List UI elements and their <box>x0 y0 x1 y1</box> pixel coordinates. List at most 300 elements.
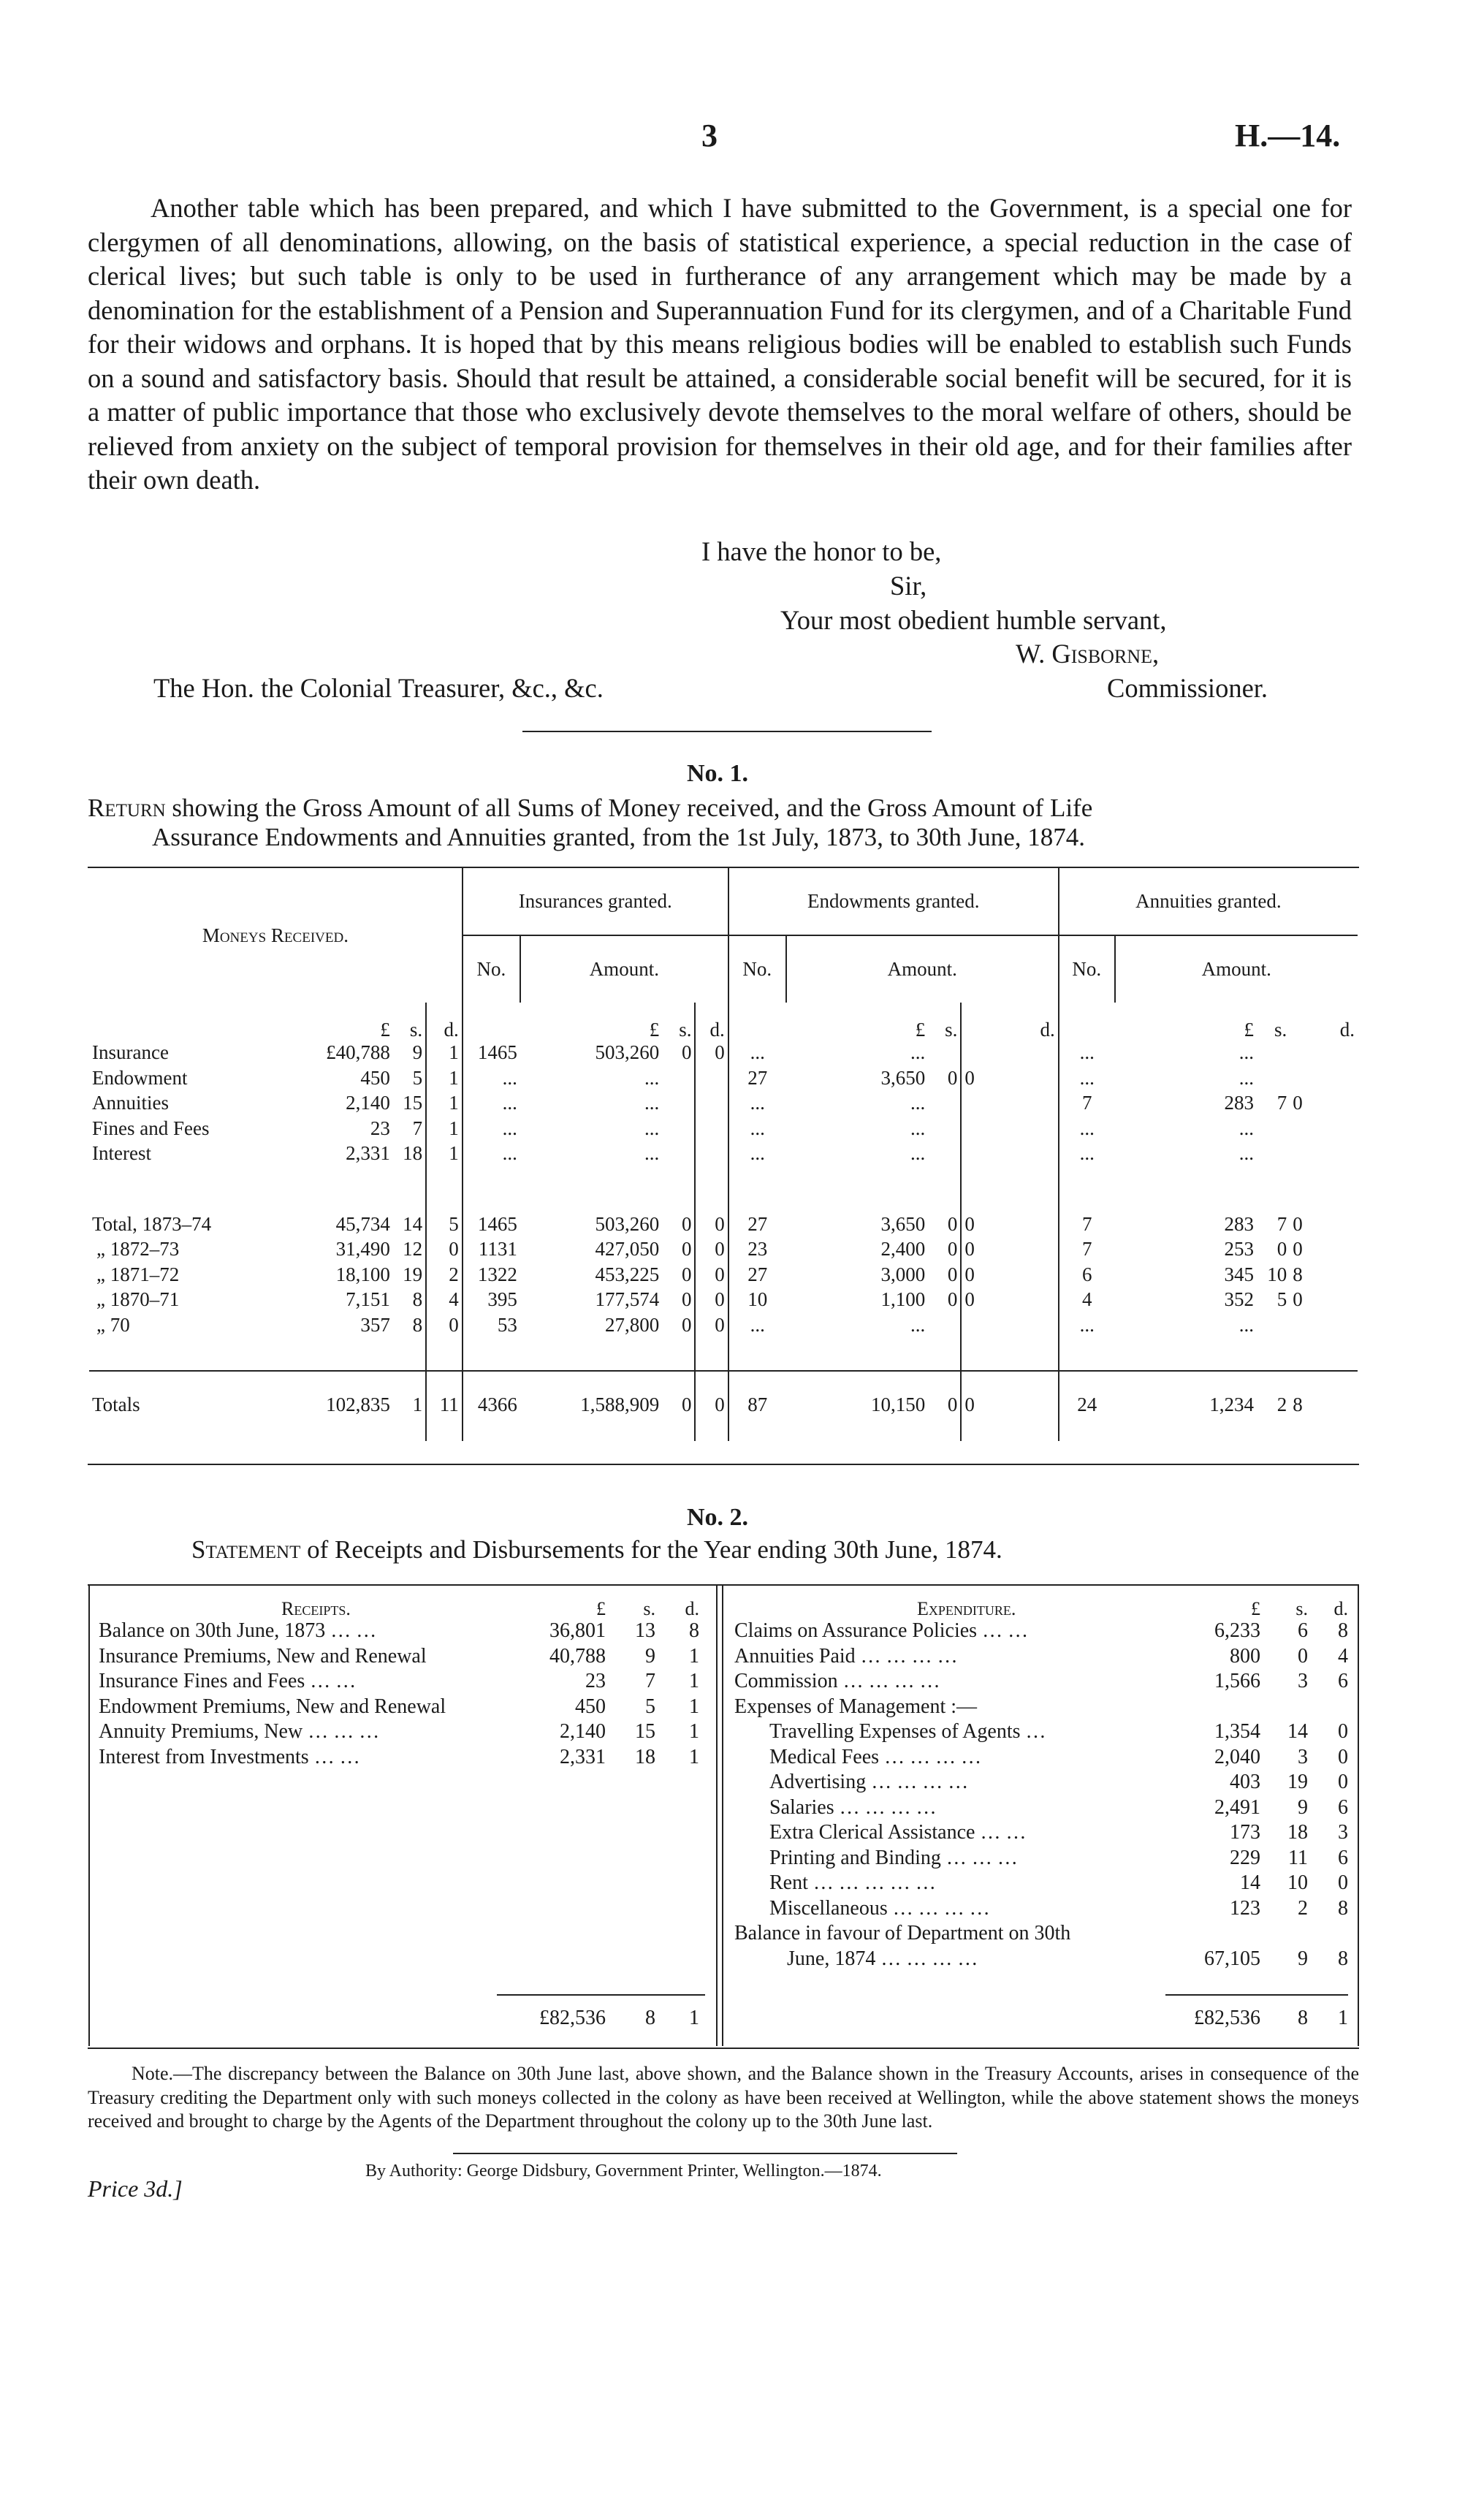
pence: 4 <box>426 1288 463 1314</box>
shillings: 6 <box>1298 1619 1308 1642</box>
addressee: The Hon. the Colonial Treasurer, &c., &c. <box>153 673 604 703</box>
page-number: 3 <box>701 118 718 153</box>
shillings: 19 <box>393 1263 426 1289</box>
insurances-pence: 0 <box>695 1263 728 1289</box>
closing-servant: Your most obedient humble servant, <box>780 605 1167 635</box>
blank-cell <box>786 1339 928 1371</box>
annuities-shillings: 7 <box>1276 1092 1287 1114</box>
annuities-pence <box>1290 1067 1358 1092</box>
table-row <box>89 1041 1358 1067</box>
insurances-pence <box>695 1092 728 1117</box>
row-label: Insurance <box>92 1041 169 1063</box>
table-row <box>89 1142 1358 1168</box>
receipt-row <box>99 1669 705 1695</box>
pence: 0 <box>1338 1771 1348 1793</box>
receipt-row-label: Insurance Fines and Fees … … <box>99 1670 357 1692</box>
closing-line: I have the honor to be, <box>701 536 942 566</box>
expenditure-row-label: Salaries … … … … <box>769 1795 937 1819</box>
pounds: 2,140 <box>560 1720 606 1743</box>
annuities-no: ... <box>1079 1041 1095 1063</box>
pound-symbol: £ <box>1251 1598 1260 1619</box>
annuities-pence <box>1290 1142 1358 1168</box>
annuities-pounds: 1,234 <box>1209 1394 1254 1415</box>
pence: 1 <box>689 1670 699 1692</box>
endowments-pounds: 2,400 <box>880 1238 926 1260</box>
expenditure-total-rule <box>1165 1994 1348 1996</box>
insurances-no: 1322 <box>477 1263 517 1285</box>
endowments-shillings: 0 <box>928 1067 961 1092</box>
blank-cell <box>695 1168 728 1213</box>
expenditure-row <box>734 1695 1348 1720</box>
pounds: 357 <box>360 1313 390 1336</box>
row-label: Interest <box>92 1142 151 1164</box>
annuities-no: 4 <box>1081 1288 1092 1310</box>
blank-cell <box>520 1339 662 1371</box>
annuities-no: 24 <box>1077 1394 1097 1415</box>
pence-symbol: d. <box>685 1598 699 1619</box>
salutation: Sir, <box>890 571 927 601</box>
pounds: 173 <box>1230 1821 1260 1844</box>
endowments-no: 27 <box>747 1212 768 1235</box>
pence: 0 <box>1338 1720 1348 1743</box>
blank-cell <box>393 1339 426 1371</box>
endowments-shillings: 0 <box>928 1288 961 1314</box>
endowments-pence <box>961 1117 1058 1143</box>
shilling-symbol: s. <box>1274 1019 1287 1041</box>
expenditure-row <box>734 1644 1348 1670</box>
pounds: 23 <box>585 1670 606 1692</box>
shillings: 0 <box>1298 1644 1308 1668</box>
annuities-pence: 0 <box>1293 1092 1303 1114</box>
blank-cell <box>695 1339 728 1371</box>
shillings: 8 <box>393 1314 426 1339</box>
annuities-pence <box>1290 1117 1358 1143</box>
blank-cell <box>89 1339 262 1371</box>
header-ins-amount: Amount. <box>520 935 728 1003</box>
expenditure-row <box>734 1820 1348 1846</box>
receipt-row <box>99 1619 705 1644</box>
price: Price 3d.] <box>88 2175 183 2202</box>
table-row <box>89 1238 1358 1263</box>
pence: 1 <box>426 1117 463 1143</box>
pounds: 18,100 <box>335 1263 390 1285</box>
receipts-heading <box>99 1597 705 1619</box>
expenditure-row <box>734 1896 1348 1922</box>
endowments-pounds: ... <box>910 1041 926 1063</box>
annuities-pounds: 345 <box>1224 1263 1254 1285</box>
blank-cell <box>728 1168 786 1213</box>
annuities-shillings <box>1257 1117 1290 1143</box>
insurances-pence: 0 <box>695 1238 728 1263</box>
shillings: 3 <box>1298 1745 1308 1768</box>
endowments-pounds: 3,650 <box>880 1212 926 1235</box>
pounds: 23 <box>370 1117 390 1139</box>
table1-number: No. 1. <box>687 760 749 787</box>
endowments-pounds: ... <box>910 1313 926 1336</box>
table-row <box>89 1092 1358 1117</box>
letter-body: Another table which has been prepared, and which I have submitted to the Government, is a special one for clergymen of all denominations, allowing, on the basis of statistical experience, a special reduction in the case of clerical lives; but such table is only to be used in furtherance of any arrangement which may be made by a denomination for the establishment of a Pension and Superannuation Fund for its clergymen, and of a Charitable Fund for their widows and orphans. It is hoped that by this means religious bodies will be enabled to establish such Funds on a sound and satisfactory basis. Should that result be attained, a considerable social benefit will be secured, for it is a matter of public importance that those who exclusively devote themselves to the moral welfare of others, should be relieved from anxiety on the subject of temporal provision for themselves in their old age, and for their families after their own death. <box>88 193 1352 495</box>
insurances-shillings <box>662 1142 695 1168</box>
endowments-no: ... <box>750 1117 765 1139</box>
header-end-no: No. <box>728 935 786 1003</box>
blank-cell <box>728 1003 786 1041</box>
annuities-no: ... <box>1079 1313 1095 1336</box>
insurances-pounds: ... <box>644 1117 660 1139</box>
pounds: 403 <box>1230 1771 1260 1793</box>
pence: 1 <box>426 1142 463 1168</box>
insurances-shillings <box>662 1117 695 1143</box>
shilling-symbol: s. <box>928 1003 961 1041</box>
expenditure-row <box>734 1921 1348 1947</box>
caption-text: of Receipts and Disbursements for the Year ending 30th June, 1874. <box>307 1535 1002 1564</box>
shillings: 9 <box>393 1041 426 1067</box>
insurances-shillings: 0 <box>662 1263 695 1289</box>
signatory-title: Commissioner. <box>1107 673 1268 703</box>
pound-symbol: £ <box>1244 1019 1254 1041</box>
pounds: 45,734 <box>335 1212 390 1235</box>
annuities-shillings <box>1257 1314 1290 1339</box>
blank-cell <box>961 1339 1058 1371</box>
pounds: 1,354 <box>1214 1720 1260 1743</box>
blank-cell <box>1290 1168 1358 1213</box>
annuities-pounds: 352 <box>1224 1288 1254 1310</box>
pence: 0 <box>426 1314 463 1339</box>
endowments-no: ... <box>750 1313 765 1336</box>
endowments-no: 27 <box>747 1066 768 1089</box>
pound-symbol: £ <box>380 1019 390 1041</box>
shillings: 5 <box>645 1695 655 1718</box>
blank-cell <box>786 1168 928 1213</box>
blank-cell <box>662 1168 695 1213</box>
annuities-pounds: ... <box>1238 1117 1254 1139</box>
shillings: 3 <box>1298 1670 1308 1692</box>
annuities-no: ... <box>1079 1117 1095 1139</box>
shillings: 18 <box>635 1745 655 1768</box>
pence: 8 <box>1338 1896 1348 1920</box>
expenditure-row <box>734 1619 1348 1644</box>
pounds: 2,040 <box>1214 1745 1260 1768</box>
endowments-no: 87 <box>747 1394 768 1415</box>
shillings: 9 <box>645 1644 655 1668</box>
endowments-pounds: 10,150 <box>870 1394 926 1415</box>
blank-cell <box>662 1339 695 1371</box>
pence: 3 <box>1338 1821 1348 1844</box>
endowments-pence: 0 <box>961 1067 1058 1092</box>
header-endowments: Endowments granted. <box>728 868 1059 935</box>
row-label: „ 1871–72 <box>96 1263 180 1285</box>
endowments-no: 10 <box>747 1288 768 1310</box>
endowments-pence: 0 <box>961 1238 1058 1263</box>
blank-cell <box>1059 1003 1115 1041</box>
header-end-amount: Amount. <box>786 935 1059 1003</box>
expenditure-row <box>734 1947 1348 1972</box>
pounds: 450 <box>360 1066 390 1089</box>
insurances-pence: 0 <box>695 1288 728 1314</box>
endowments-no: 23 <box>747 1238 768 1260</box>
endowments-pence <box>961 1041 1058 1067</box>
endowments-pounds: ... <box>910 1117 926 1139</box>
table-row <box>89 1371 1358 1441</box>
shillings: 12 <box>393 1238 426 1263</box>
insurances-pence: 0 <box>695 1213 728 1239</box>
insurances-shillings <box>662 1067 695 1092</box>
pounds: 2,491 <box>1214 1795 1260 1819</box>
endowments-pence: 0 <box>961 1371 1058 1441</box>
annuities-shillings <box>1257 1041 1290 1067</box>
blank-cell <box>463 1003 520 1041</box>
annuities-pence: 0 <box>1293 1288 1303 1310</box>
insurances-no: ... <box>502 1142 517 1164</box>
row-label: „ 1870–71 <box>96 1288 180 1310</box>
receipts-total-pounds: £82,536 <box>539 2007 606 2029</box>
shillings: 1 <box>393 1371 426 1441</box>
shillings: 15 <box>393 1092 426 1117</box>
insurances-no: ... <box>502 1092 517 1114</box>
blank-cell <box>928 1339 961 1371</box>
insurances-shillings: 0 <box>662 1371 695 1441</box>
pounds: 2,140 <box>346 1092 390 1114</box>
expenditure-row-label: Printing and Binding … … … <box>769 1846 1018 1869</box>
annuities-pounds: ... <box>1238 1066 1254 1089</box>
blank-cell <box>1115 1168 1257 1213</box>
blank-cell <box>262 1168 393 1213</box>
annuities-no: 7 <box>1081 1092 1092 1114</box>
endowments-pounds: 3,650 <box>880 1066 926 1089</box>
row-label: Endowment <box>92 1066 188 1089</box>
receipts-heading-title: Receipts. <box>281 1598 351 1619</box>
endowments-pounds: ... <box>910 1092 926 1114</box>
annuities-pounds: ... <box>1238 1313 1254 1336</box>
shillings: 15 <box>635 1720 655 1743</box>
insurances-shillings: 0 <box>662 1041 695 1067</box>
shillings: 19 <box>1287 1771 1308 1793</box>
annuities-shillings: 2 <box>1276 1394 1287 1415</box>
expenditure-row-label: Medical Fees … … … … <box>769 1745 982 1768</box>
separator-rule <box>522 731 932 732</box>
header-annuities: Annuities granted. <box>1059 868 1358 935</box>
shilling-symbol: s. <box>1295 1598 1308 1619</box>
shillings: 14 <box>393 1213 426 1239</box>
pounds: 2,331 <box>560 1745 606 1768</box>
receipt-row-label: Insurance Premiums, New and Renewal <box>99 1644 427 1668</box>
pounds: 40,788 <box>549 1644 606 1668</box>
blank-cell <box>1059 1168 1115 1213</box>
endowments-shillings: 0 <box>928 1238 961 1263</box>
insurances-shillings: 0 <box>662 1213 695 1239</box>
pounds: £40,788 <box>326 1041 390 1063</box>
expenditure-row-label: Miscellaneous … … … … <box>769 1896 990 1920</box>
pounds: 229 <box>1230 1846 1260 1869</box>
insurances-pounds: 27,800 <box>605 1313 660 1336</box>
pence: 1 <box>689 1695 699 1718</box>
pounds: 450 <box>575 1695 606 1718</box>
row-label: „ 70 <box>96 1313 130 1336</box>
pence: 1 <box>689 1745 699 1768</box>
endowments-pence <box>961 1142 1058 1168</box>
blank-cell <box>426 1339 463 1371</box>
pounds: 14 <box>1240 1871 1260 1894</box>
expenditure-row <box>734 1795 1348 1821</box>
pence: 8 <box>689 1619 699 1642</box>
annuities-pence: 0 <box>1293 1238 1303 1260</box>
pound-symbol: £ <box>915 1019 926 1041</box>
annuities-pounds: 283 <box>1224 1212 1254 1235</box>
endowments-pounds: 3,000 <box>880 1263 926 1285</box>
pence-symbol: d. <box>426 1003 463 1041</box>
pence: 0 <box>1338 1871 1348 1894</box>
blank-cell <box>463 1168 520 1213</box>
expenditure-total-shillings: 8 <box>1298 2007 1308 2029</box>
pence: 6 <box>1338 1795 1348 1819</box>
insurances-pounds: 177,574 <box>595 1288 660 1310</box>
table1-caption-line2: Assurance Endowments and Annuities granted, from the 1st July, 1873, to 30th June, 1874. <box>152 823 1086 851</box>
insurances-pence: 0 <box>695 1314 728 1339</box>
annuities-pounds: ... <box>1238 1142 1254 1164</box>
blank-cell <box>463 1339 520 1371</box>
table2-caption <box>191 1534 1002 1566</box>
insurances-shillings: 0 <box>662 1238 695 1263</box>
shillings: 18 <box>393 1142 426 1168</box>
insurances-pounds: ... <box>644 1066 660 1089</box>
row-label: Totals <box>92 1394 140 1415</box>
shilling-symbol: s. <box>643 1598 655 1619</box>
receipt-row-label: Interest from Investments … … <box>99 1745 360 1768</box>
annuities-shillings: 0 <box>1276 1238 1287 1260</box>
header-ann-amount: Amount. <box>1201 958 1271 980</box>
pounds: 2,331 <box>346 1142 390 1164</box>
row-label: Annuities <box>92 1092 169 1114</box>
insurances-pounds: 453,225 <box>595 1263 660 1285</box>
annuities-no: 7 <box>1081 1212 1092 1235</box>
insurances-pence: 0 <box>695 1371 728 1441</box>
expenditure-heading <box>734 1597 1348 1619</box>
footnote: Note.—The discrepancy between the Balance on 30th June last, above shown, and the Balance shown in the Treasury Accounts, arises in consequence of the Treasury crediting the Department only with such moneys collected in the colony as have been received at Wellington, while the above statement shows the moneys received and brought to charge by the Agents of the Department throughout the colony up to the 30th June last. <box>88 2063 1359 2132</box>
expenditure-row <box>734 1719 1348 1745</box>
endowments-shillings: 0 <box>928 1263 961 1289</box>
shillings: 10 <box>1287 1871 1308 1894</box>
annuities-shillings: 5 <box>1276 1288 1287 1310</box>
pence: 1 <box>426 1092 463 1117</box>
insurances-no: ... <box>502 1066 517 1089</box>
shillings: 9 <box>1298 1947 1308 1970</box>
annuities-shillings <box>1257 1142 1290 1168</box>
expenditure-row <box>734 1770 1348 1795</box>
endowments-no: 27 <box>747 1263 768 1285</box>
receipts-total-pence: 1 <box>689 2007 699 2029</box>
header-moneys-received: Moneys Received. <box>89 868 463 1003</box>
expenditure-row-label: Travelling Expenses of Agents … <box>769 1720 1046 1743</box>
pounds: 31,490 <box>335 1238 390 1260</box>
insurances-no: 1131 <box>478 1238 517 1260</box>
column-divider <box>716 1584 718 2046</box>
shillings: 7 <box>645 1670 655 1692</box>
pence: 11 <box>426 1371 463 1441</box>
pence-symbol: d. <box>961 1003 1058 1041</box>
shilling-symbol: s. <box>393 1003 426 1041</box>
pounds: 102,835 <box>326 1394 390 1415</box>
expenditure-row-label: Claims on Assurance Policies … … <box>734 1619 1029 1642</box>
pounds: 6,233 <box>1214 1619 1260 1642</box>
endowments-shillings: 0 <box>928 1371 961 1441</box>
insurances-shillings: 0 <box>662 1288 695 1314</box>
insurances-pounds: 503,260 <box>595 1212 660 1235</box>
blank-cell <box>928 1168 961 1213</box>
table-row <box>89 1213 1358 1239</box>
receipts-total-row <box>99 2006 705 2031</box>
pence: 4 <box>1338 1644 1348 1668</box>
shillings: 8 <box>393 1288 426 1314</box>
expenditure-row-label: Extra Clerical Assistance … … <box>769 1821 1027 1844</box>
annuities-shillings: 7 <box>1276 1212 1287 1235</box>
return-table <box>89 868 1358 1441</box>
endowments-no: ... <box>750 1142 765 1164</box>
annuities-shillings: 10 <box>1267 1263 1287 1285</box>
annuities-no: 6 <box>1081 1263 1092 1285</box>
blank-cell <box>1257 1168 1290 1213</box>
pence: 2 <box>426 1263 463 1289</box>
header-ins-no: No. <box>463 935 520 1003</box>
receipt-row <box>99 1695 705 1720</box>
endowments-pence: 0 <box>961 1288 1058 1314</box>
receipt-row <box>99 1644 705 1670</box>
endowments-shillings <box>928 1092 961 1117</box>
insurances-pounds: ... <box>644 1092 660 1114</box>
expenditure-column <box>734 1597 1348 1972</box>
endowments-pence: 0 <box>961 1213 1058 1239</box>
caption-text: showing the Gross Amount of all Sums of Money received, and the Gross Amount of Life <box>172 794 1093 822</box>
blank-cell <box>520 1168 662 1213</box>
expenditure-total-pounds: £82,536 <box>1194 2007 1260 2029</box>
row-label: Total, 1873–74 <box>92 1212 212 1235</box>
pence: 1 <box>689 1644 699 1668</box>
annuities-shillings <box>1257 1067 1290 1092</box>
pounds: 36,801 <box>549 1619 606 1642</box>
pence: 1 <box>426 1067 463 1092</box>
signature: W. Gisborne, <box>1016 639 1160 669</box>
caption-lead-word: Return <box>88 794 166 822</box>
row-label: Fines and Fees <box>92 1117 210 1139</box>
expenditure-row <box>734 1871 1348 1896</box>
blank-cell <box>393 1168 426 1213</box>
header-insurances: Insurances granted. <box>463 868 728 935</box>
document-reference: H.—14. <box>1235 118 1341 153</box>
expenditure-row-label: Rent … … … … … <box>769 1871 936 1894</box>
receipt-row-label: Balance on 30th June, 1873 … … <box>99 1619 377 1642</box>
blank-cell <box>1290 1339 1358 1371</box>
blank-cell <box>262 1339 393 1371</box>
shillings: 18 <box>1287 1821 1308 1844</box>
spacer-row <box>89 1339 1358 1371</box>
insurances-no: ... <box>502 1117 517 1139</box>
table1-caption <box>88 792 1092 824</box>
spacer-row <box>89 1168 1358 1213</box>
pence: 0 <box>1338 1745 1348 1768</box>
receipts-column <box>99 1597 705 1770</box>
insurances-pounds: 503,260 <box>595 1041 660 1063</box>
table2-number: No. 2. <box>687 1504 749 1531</box>
blank-cell <box>1059 1339 1115 1371</box>
pound-symbol: £ <box>649 1019 660 1041</box>
annuities-pence: 0 <box>1293 1212 1303 1235</box>
blank-cell <box>89 1168 262 1213</box>
insurances-pence: 0 <box>695 1041 728 1067</box>
expenditure-heading-title: Expenditure. <box>917 1598 1016 1619</box>
expenditure-total-pence: 1 <box>1338 2007 1348 2029</box>
pence: 1 <box>426 1041 463 1067</box>
shillings: 9 <box>1298 1795 1308 1819</box>
expenditure-row-label: Commission … … … … <box>734 1670 940 1692</box>
insurances-pence <box>695 1142 728 1168</box>
